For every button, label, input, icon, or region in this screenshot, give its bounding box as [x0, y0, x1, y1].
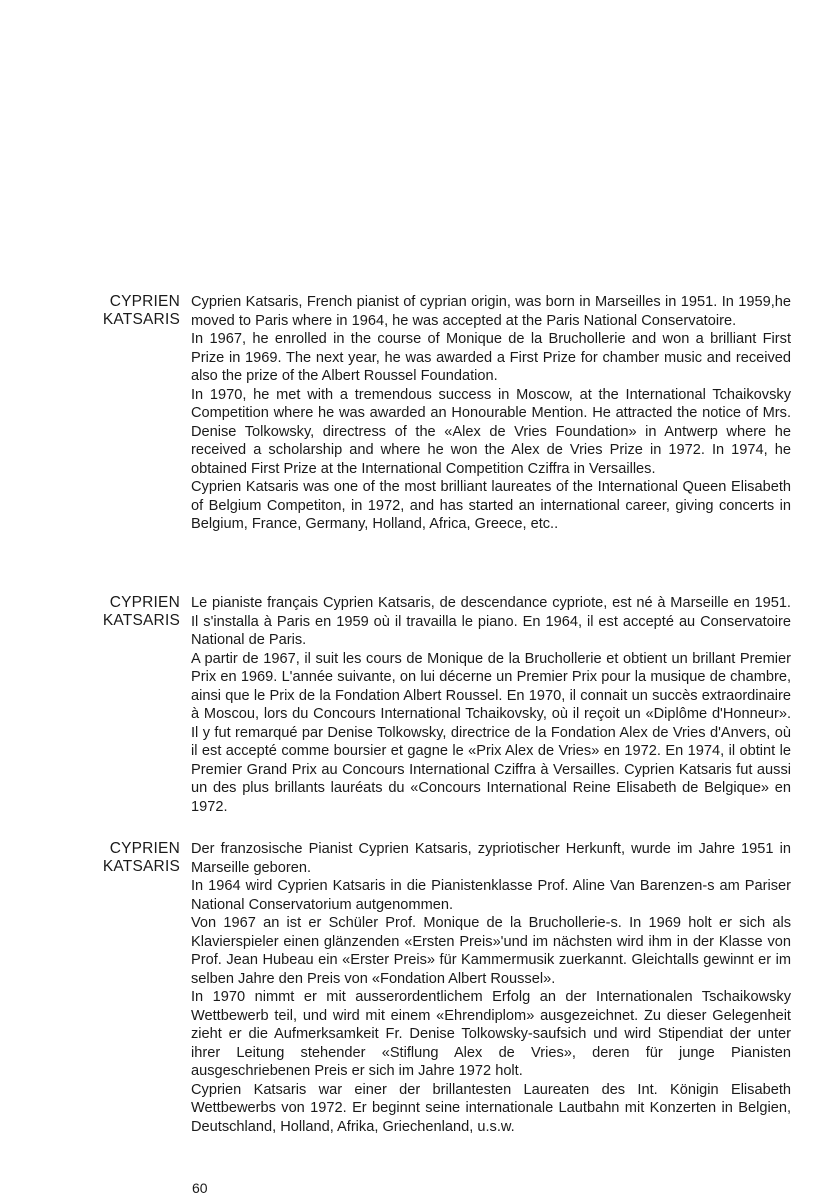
paragraph: In 1970 nimmt er mit ausserordentlichem Erfolg an der Internationalen Tschaikowsky Wettbewerb teil, und wird mit einem «Ehrendiplom» ausgezeichnet. Zu dieser Gelegenheit zieht er die Aufmerksamkeit Fr. Denise Tolkowsky-saufsich und wird Stipendiat der unter ihrer Leitung stehender «Stiflung Alex de Vries», deren für junge Pianisten ausgeschriebenen Preis er sich im Jahre 1972 holt.	[191, 989, 791, 1079]
heading-first-name: CYPRIEN	[109, 293, 180, 310]
heading-last-name: KATSARIS	[102, 612, 180, 629]
paragraph: Le pianiste français Cyprien Katsaris, de descendance cypriote, est né à Marseille en 1951. Il s'installa à Paris en 1959 où il travailla le piano. En 1964, il est accepté au Conservatoire National de Paris.	[191, 595, 791, 648]
paragraph: A partir de 1967, il suit les cours de Monique de la Bruchollerie et obtient un brillant Premier Prix en 1969. L'année suivante, on lui décerne un Premier Prix pour la musique de chambre, ainsi que le Prix de la Fondation Albert Roussel. En 1970, il connait un succès extraordinaire à Moscou, lors du Concours International Tchaikovsky, où il reçoit un «Diplôme d'Honneur». Il y fut remarqué par Denise Tolkowsky, directrice de la Fondation Alex de Vries d'Anvers, où il est accepté comme boursier et gagne le «Prix Alex de Vries» en 1972. En 1974, il obtint le Premier Grand Prix au Concours International Cziffra à Versailles. Cyprien Katsaris fut aussi un des plus brillants lauréats du «Concours International Reine Elisabeth de Belgique» en 1972.	[191, 650, 791, 815]
heading-last-name: KATSARIS	[102, 858, 180, 875]
paragraph: Cyprien Katsaris was one of the most brilliant laureates of the International Queen Elisabeth of Belgium Competiton, in 1972, and has started an international career, giving concerts in Belgium, France, Germany, Holland, Africa, Greece, etc..	[191, 479, 791, 532]
section-heading	[60, 293, 180, 329]
biography-text	[191, 594, 791, 816]
paragraph: Von 1967 an ist er Schüler Prof. Monique de la Bruchollerie-s. In 1969 holt er sich als Klavierspieler einen glänzenden «Ersten Preis»'und im nächsten wird ihm in der Klasse von Prof. Jean Hubeau ein «Erster Preis» für Kammermusik zuerkannt. Gleichtalls gewinnt er im selben Jahre den Preis von «Fondation Albert Roussel».	[191, 915, 791, 987]
section-heading	[60, 594, 180, 630]
paragraph: In 1970, he met with a tremendous success in Moscow, at the International Tchaikovsky Competition where he was awarded an Honourable Mention. He attracted the notice of Mrs. Denise Tolkowsky, directress of the «Alex de Vries Foundation» in Antwerp where he received a scholarship and where he won the Alex de Vries Prize in 1972. In 1974, he obtained First Prize at the International Competition Cziffra in Versailles.	[191, 386, 791, 477]
heading-first-name: CYPRIEN	[109, 840, 180, 857]
heading-last-name: KATSARIS	[102, 311, 180, 328]
paragraph: Cyprien Katsaris war einer der brillantesten Laureaten des Int. Königin Elisabeth Wettbewerbs von 1972. Er beginnt seine internationale Lautbahn mit Konzerten in Belgien, Deutschland, Holland, Afrika, Griechenland, u.s.w.	[191, 1081, 791, 1135]
section-heading	[60, 840, 180, 876]
heading-first-name: CYPRIEN	[109, 594, 180, 611]
biography-text	[191, 293, 791, 534]
page-number: 60	[192, 1180, 208, 1196]
biography-text	[191, 840, 791, 1136]
paragraph: Der franzosische Pianist Cyprien Katsaris, zypriotischer Herkunft, wurde im Jahre 1951 in Marseille geboren.	[191, 841, 791, 876]
paragraph: In 1964 wird Cyprien Katsaris in die Pianistenklasse Prof. Aline Van Barenzen-s am Pariser National Conservatorium autgenommen.	[191, 878, 791, 913]
paragraph: Cyprien Katsaris, French pianist of cyprian origin, was born in Marseilles in 1951. In 1959,he moved to Paris where in 1964, he was accepted at the Paris National Conservatoire.	[191, 294, 791, 329]
paragraph: In 1967, he enrolled in the course of Monique de la Bruchollerie and won a brilliant First Prize in 1969. The next year, he was awarded a First Prize for chamber music and received also the prize of the Albert Roussel Foundation.	[191, 331, 791, 384]
